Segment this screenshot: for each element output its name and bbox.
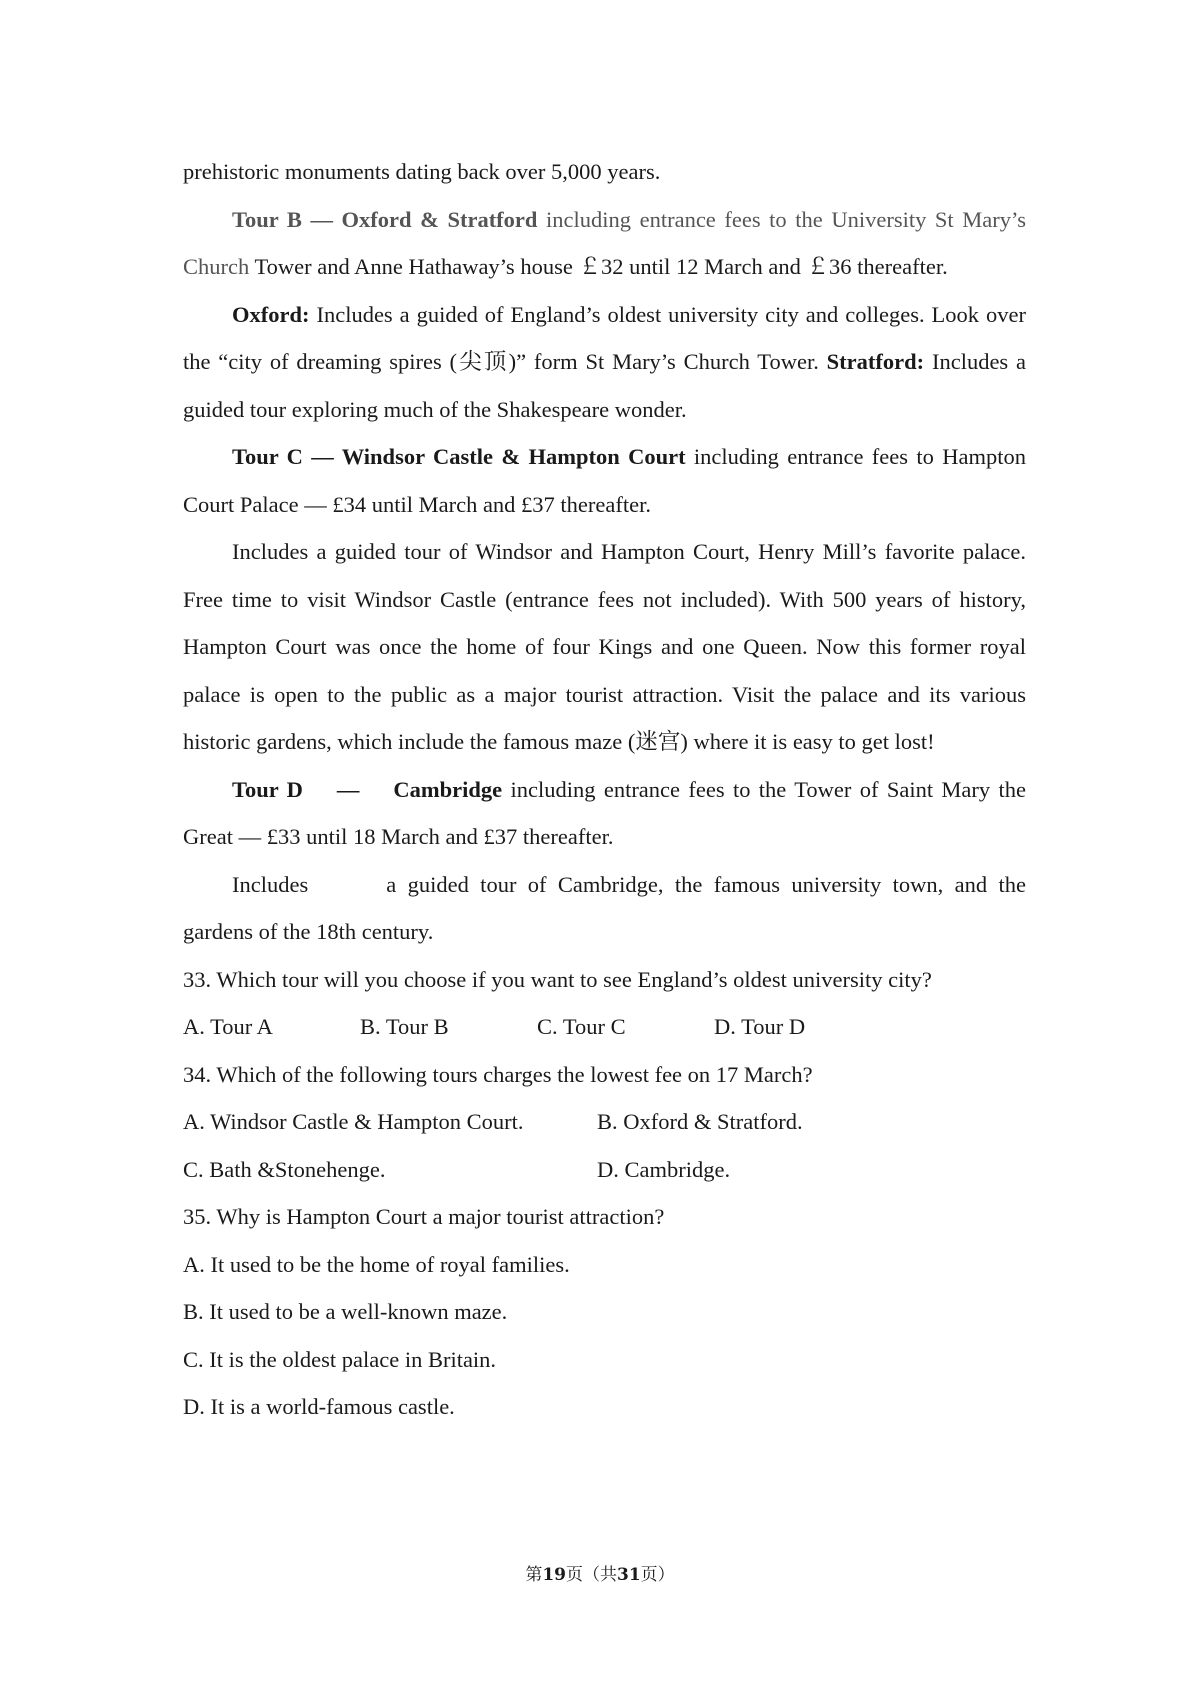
tour-c-title: Tour C — Windsor Castle & Hampton Court [232,444,686,469]
question-34-options-row-1 [183,1098,1026,1146]
tour-d-desc-text: a guided tour of Cambridge, the famous university town, and the gardens of the 18th century. [183,871,1026,944]
question-34-option-a: A. Windsor Castle & Hampton Court. [183,1109,524,1134]
question-35-option-b: B. It used to be a well-known maze. [183,1299,508,1324]
oxford-text: Includes a guided of England’s oldest university city and colleges. Look over the “city of dreaming spires (尖顶)” form St Mary’s Church Tower. [183,301,1026,374]
footer-suffix: 页） [640,1565,675,1585]
tour-b-fees: Tower and Anne Hathaway’s house [249,254,573,279]
tour-d-desc-word: Includes [232,871,309,897]
footer-prefix: 第 [525,1565,543,1585]
question-33-options [183,1003,1026,1051]
question-34-options-row-2 [183,1146,1026,1194]
question-35-option-d: D. It is a world-famous castle. [183,1394,455,1419]
question-34-stem: 34. Which of the following tours charges the lowest fee on 17 March? [183,1061,813,1087]
question-34-option-b: B. Oxford & Stratford. [597,1109,803,1134]
page-content [183,148,1026,1431]
question-34-option-d: D. Cambridge. [597,1156,731,1182]
question-35-option-c: C. It is the oldest palace in Britain. [183,1346,497,1372]
question-35-stem: 35. Why is Hampton Court a major tourist attraction? [183,1204,665,1229]
tour-c-fees: including entrance fees to Hampton Court Palace — £34 until March and £37 thereafter. [183,444,1026,517]
question-33-option-b: B. Tour B [360,1014,449,1039]
tour-d-description [183,861,1026,956]
tour-b-price-1: ￡32 until 12 March and [578,254,801,279]
page-footer [0,1560,1200,1585]
tour-b-title: Tour B — Oxford & Stratford [232,206,538,232]
question-33-option-c: C. Tour C [537,1014,626,1039]
tour-b-price-2: ￡36 thereafter. [806,254,948,279]
question-33-option-a: A. Tour A [183,1014,273,1039]
oxford-paragraph [183,291,1026,434]
tour-d-paragraph [183,766,1026,861]
tour-d-title-dash: — [336,776,360,802]
stratford-label: Stratford: [826,349,925,374]
tour-c-description: Includes a guided tour of Windsor and Hampton Court, Henry Mill’s favorite palace. Free time to visit Windsor Castle (entrance fees not included). With 500 years of history, Hampton Court was once the home of four Kings and one Queen. Now this former royal palace is open to the public as a major tourist attraction. Visit the palace and its various historic gardens, which include the famous maze (迷宫) where it is easy to get lost! [183,539,1026,754]
tour-b-paragraph [183,196,1026,291]
question-35-option-a: A. It used to be the home of royal families. [183,1251,570,1277]
question-33-stem: 33. Which tour will you choose if you want to see England’s oldest university city? [183,966,932,992]
tour-d-fees: including entrance fees to the Tower of Saint Mary the Great — £33 until 18 March and £37 thereafter. [183,776,1026,849]
question-33-option-d: D. Tour D [714,1014,806,1039]
tour-a-end-paragraph: prehistoric monuments dating back over 5,000 years. [183,159,661,184]
tour-c-paragraph [183,433,1026,528]
footer-page-number: 19 [542,1565,566,1585]
footer-total-pages: 31 [617,1565,641,1585]
question-34-option-c: C. Bath &Stonehenge. [183,1156,386,1182]
tour-d-title-a: Tour D [232,776,303,802]
footer-mid: 页（共 [566,1565,617,1585]
tour-d-title-b: Cambridge [393,776,503,802]
stratford-text: Includes a guided tour exploring much of the Shakespeare wonder. [183,349,1026,422]
oxford-label: Oxford: [232,301,310,327]
tour-b-fees-gray: including entrance fees to the University St Mary’s Church [183,206,1026,279]
